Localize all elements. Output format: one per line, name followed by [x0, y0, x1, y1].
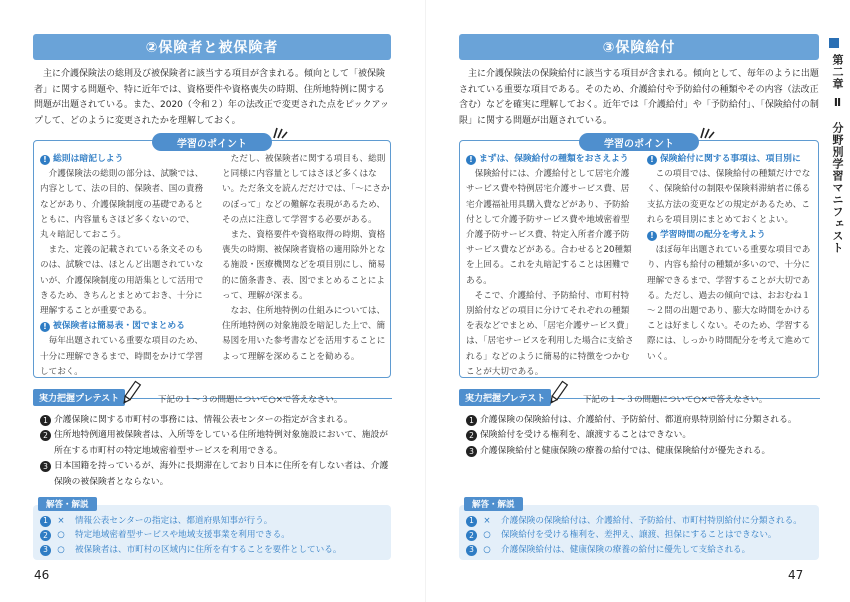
point-heading — [466, 152, 636, 167]
point-heading-text: まずは、保険給付の種類をおさえよう — [479, 154, 629, 164]
answer-mark: ○ — [57, 530, 65, 541]
answer-item — [40, 514, 390, 528]
answer-text: 介護保険給付は、健康保険の療養の給付に優先して支給される。 — [501, 544, 751, 555]
section-title: ②保険者と被保険者 — [33, 34, 391, 60]
pretest-instruction: 下記の１～３の問題について○×で答えなさい。 — [583, 395, 768, 405]
exclamation-icon: ! — [40, 322, 50, 332]
points-column-2 — [647, 152, 815, 365]
question-list — [466, 413, 818, 459]
question-number: 2 — [466, 430, 477, 441]
exclamation-icon: ! — [647, 231, 657, 241]
question-text: 日本国籍を持っているが、海外に長期滞在しており日本に住所を有しない者は、介護保険の被保険者とならない。 — [54, 461, 389, 487]
answer-number: 2 — [466, 530, 477, 541]
point-paragraph: また、定義の記載されている条文そのものは、試験では、ほとんど出題されていないが、介護保険制度の用語集として活用できるため、きちんとまとめておき、十分に理解することが重要である。 — [40, 245, 204, 317]
question-text: 保険給付を受ける権利を、譲渡することはできない。 — [480, 430, 692, 441]
pencil-icon — [547, 380, 569, 406]
points-column-1 — [466, 152, 636, 380]
pretest-label: 実力把握プレテスト — [459, 389, 551, 406]
answer-item — [40, 528, 390, 542]
point-paragraph: そこで、介護給付、予防給付、市町村特別給付などの項目に分けてそれぞれの種類を表などでまとめ、「居宅介護サービス費」は、「居宅サービスを利用した場合に支給される」などのように簡易的に特徴をつかむことが大切である。 — [466, 290, 634, 377]
question-item — [466, 413, 818, 428]
points-column-1 — [40, 152, 208, 380]
question-number: 3 — [40, 461, 51, 472]
answer-number: 1 — [466, 516, 477, 527]
answer-text: 情報公表センターの指定は、都道府県知事が行う。 — [75, 516, 273, 526]
answer-list — [40, 514, 390, 557]
answer-text: 被保険者は、市町村の区域内に住所を有することを要件としている。 — [75, 544, 342, 555]
answer-mark: ○ — [483, 544, 491, 555]
answer-number: 3 — [40, 545, 51, 556]
point-paragraph: 介護保険法の総則の部分は、試験では、内容として、法の目的、保険者、国の責務などがあり、介護保険制度の基礎であるとともに、内容量もさほど多くないので、丸々暗記しておこう。 — [40, 169, 204, 241]
points-column-2 — [222, 152, 390, 365]
answer-item — [466, 543, 816, 557]
question-item — [40, 459, 392, 490]
emphasis-spark-icon — [699, 125, 715, 139]
answer-item — [466, 514, 816, 528]
point-heading — [647, 228, 815, 243]
answer-label: 解答・解説 — [464, 497, 523, 511]
point-paragraph: また、資格要件や資格取得の時期、資格喪失の時期、被保険者資格の適用除外となる施設・医療機関などを項目別にし、簡易的に箇条書き、表、図でまとめることによって、理解が深まる。 — [222, 230, 386, 301]
question-list — [40, 413, 392, 490]
point-heading-text: 保険給付に関する事項は、項目別に — [660, 154, 801, 164]
exclamation-icon: ! — [40, 155, 50, 165]
intro-text: 主に介護保険法の総則及び被保険者に該当する項目が含まれる。傾向として「被保険者」に関する問題や、特に近年では、資格要件や資格喪失の時期、住所地特例に関する問題が出題されている。また、2020（令和２）年の法改正で変更された点をピックアップして、どのように変更されたかを理解しておく。 — [34, 69, 389, 126]
question-item — [40, 413, 392, 428]
page-number: 47 — [788, 568, 804, 582]
point-paragraph: 保険給付には、介護給付として居宅介護サービス費や特例居宅介護サービス費、居宅介護福祉用具購入費などがあり、予防給付として介護予防サービス費や地域密着型介護予防サービス費、特定入所者介護予防サービス費などがある。合わせると20種類を上回る。これを丸暗記することは困難である。 — [466, 169, 632, 286]
answer-mark: × — [483, 516, 491, 526]
point-paragraph: 毎年出題されている重要な項目のため、十分に理解できるまで、時間をかけて学習しておく。 — [40, 336, 204, 377]
question-item — [466, 444, 818, 459]
pretest-instruction: 下記の１～３の問題について○×で答えなさい。 — [158, 395, 343, 405]
pretest-label: 実力把握プレテスト — [33, 389, 125, 406]
answer-mark: × — [57, 516, 65, 526]
emphasis-spark-icon — [272, 125, 288, 139]
point-paragraph: この項目では、保険給付の種類だけでなく、保険給付の制限や保険料滞納者に係る支払方法の変更などの規定があるため、これらを項目別にまとめておくとよい。 — [647, 169, 811, 225]
exclamation-icon: ! — [466, 155, 476, 165]
chapter-marker — [829, 38, 839, 48]
chapter-label: 第二章 — [831, 54, 844, 90]
answer-item — [466, 528, 816, 542]
point-paragraph: ほぼ毎年出題されている重要な項目であり、内容も給付の種類が多いので、十分に理解できるまで、学習することが大切である。ただし、過去の傾向では、おおむね１～２問の出題であり、膨大な時間をかけることは好ましくない。そのため、学習する際には、しっかり時間配分を考えて進めていく。 — [647, 245, 811, 362]
exclamation-icon: ! — [647, 155, 657, 165]
answer-text: 介護保険の保険給付は、介護給付、予防給付、市町村特別給付に分類される。 — [501, 516, 802, 526]
pencil-icon — [120, 380, 142, 406]
question-number: 2 — [40, 430, 51, 441]
intro-text: 主に介護保険法の保険給付に該当する項目が含まれる。傾向として、毎年のように出題されている重要な項目である。そのため、介護給付や予防給付の種類やその内容（法改正含む）などを確実に理解しておく。近年では「介護給付」や「予防給付」、「保険給付の制限」に関する問題が出題されている。 — [459, 69, 819, 126]
question-text: 介護保険の保険給付は、介護給付、予防給付、都道府県特別給付に分類される。 — [480, 415, 797, 425]
point-heading-text: 総則は暗記しよう — [53, 154, 124, 164]
answer-text: 特定地域密着型サービスや地域支援事業を利用できる。 — [75, 530, 290, 541]
question-text: 住所地特例適用被保険者は、入所等をしている住所地特例対象施設において、施設が所在する市町村の特定地域密着型サービスを利用できる。 — [54, 430, 389, 456]
point-heading-text: 学習時間の配分を考えよう — [660, 230, 766, 241]
answer-mark: ○ — [57, 544, 65, 555]
answer-number: 3 — [466, 545, 477, 556]
point-heading — [40, 319, 208, 334]
page-number: 46 — [34, 568, 50, 582]
point-heading-text: 被保険者は簡易表・図でまとめる — [53, 321, 185, 332]
question-number: 1 — [40, 415, 51, 426]
section-title: ③保険給付 — [459, 34, 819, 60]
answer-number: 2 — [40, 530, 51, 541]
answer-label: 解答・解説 — [38, 497, 97, 511]
section-label: Ⅱ 分野別学習マニフェスト — [831, 96, 844, 254]
answer-list — [466, 514, 816, 557]
question-item — [466, 428, 818, 443]
right-page — [425, 0, 850, 602]
point-heading — [40, 152, 208, 167]
point-heading — [647, 152, 815, 167]
point-paragraph: なお、住所地特例の仕組みについては、住所地特例の対象施設を暗記した上で、簡易図を用いた参考書などを活用することによって理解を深めることを勧める。 — [222, 306, 386, 362]
question-item — [40, 428, 392, 459]
point-paragraph: ただし、被保険者に関する項目も、総則と同様に内容量としてはさほど多くはない。ただ条文を読んだだけでは、「～にさかのぼって」などの難解な表現があるため、その点に注意して学習する必要がある。 — [222, 154, 390, 225]
answer-mark: ○ — [483, 530, 491, 541]
learning-points-title: 学習のポイント — [152, 133, 272, 151]
answer-item — [40, 543, 390, 557]
answer-number: 1 — [40, 516, 51, 527]
question-text: 介護保険に関する市町村の事務には、情報公表センターの指定が含まれる。 — [54, 415, 353, 425]
question-text: 介護保険給付と健康保険の療養の給付では、健康保険給付が優先される。 — [480, 445, 771, 456]
question-number: 3 — [466, 446, 477, 457]
question-number: 1 — [466, 415, 477, 426]
answer-text: 保険給付を受ける権利を、差押え、譲渡、担保にすることはできない。 — [501, 530, 777, 541]
learning-points-title: 学習のポイント — [579, 133, 699, 151]
